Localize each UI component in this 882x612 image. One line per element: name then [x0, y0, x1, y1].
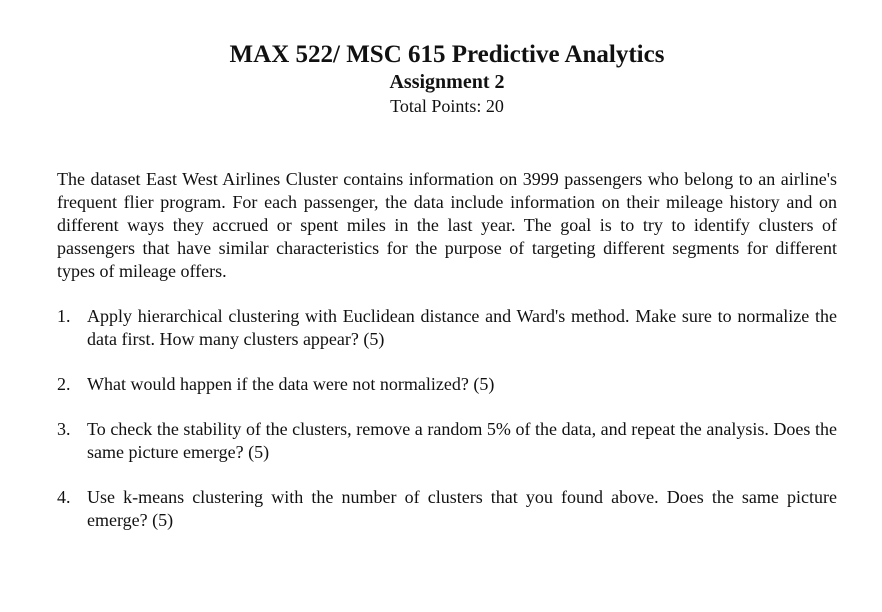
question-item [57, 418, 837, 464]
question-item [57, 486, 837, 532]
question-number: 3. [57, 419, 71, 439]
question-item [57, 305, 837, 351]
intro-paragraph: The dataset East West Airlines Cluster contains information on 3999 passengers who belong to an airline's frequent flier program. For each passenger, the data include information on their mileage history and on different ways they accrued or spent miles in the last year. The goal is to try to identify clusters of passengers that have similar characteristics for the purpose of targeting different segments for different types of mileage offers. [57, 169, 837, 281]
question-number: 4. [57, 487, 71, 507]
document-title: MAX 522/ MSC 615 Predictive Analytics [229, 41, 665, 68]
question-number: 1. [57, 306, 71, 326]
question-text: Apply hierarchical clustering with Euclidean distance and Ward's method. Make sure to normalize the data first. How many clusters appear? (5) [87, 306, 837, 349]
question-text: Use k-means clustering with the number of clusters that you found above. Does the same picture emerge? (5) [87, 487, 837, 530]
assignment-subtitle: Assignment 2 [389, 71, 505, 93]
question-number: 2. [57, 374, 71, 394]
question-list [57, 305, 837, 554]
question-item [57, 373, 837, 396]
question-text: To check the stability of the clusters, remove a random 5% of the data, and repeat the analysis. Does the same picture emerge? (5) [87, 419, 837, 462]
question-text: What would happen if the data were not normalized? (5) [87, 374, 495, 394]
total-points: Total Points: 20 [390, 96, 504, 116]
document-header [0, 40, 882, 118]
